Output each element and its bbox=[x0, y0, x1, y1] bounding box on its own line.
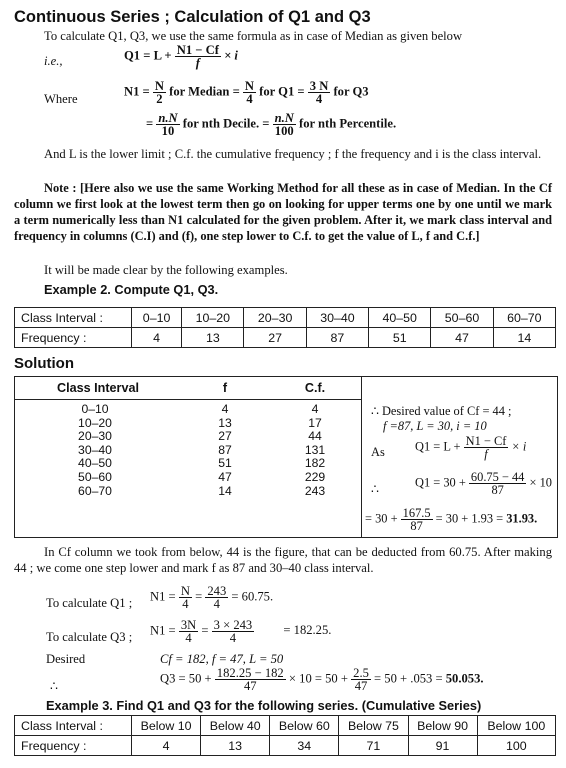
table-cell: 4 bbox=[132, 736, 201, 756]
therefore-symbol: ∴ bbox=[371, 482, 379, 496]
list-item: 182 bbox=[304, 456, 326, 471]
table-cell: Below 10 bbox=[132, 716, 201, 736]
list-item: 30–40 bbox=[78, 442, 112, 457]
header-class-interval: Class Interval bbox=[57, 381, 139, 395]
table-cell: 14 bbox=[493, 328, 555, 348]
row-label: Frequency : bbox=[15, 736, 132, 756]
q1-formula: Q1 = L + $\frac{N1 - Cf}{f}$ × i bbox=[415, 434, 527, 461]
example3-title: Example 3. Find Q1 and Q3 for the following series. (Cumulative Series) bbox=[46, 698, 482, 713]
table-cell: 71 bbox=[339, 736, 408, 756]
list-item: 4 bbox=[221, 402, 229, 416]
f-column bbox=[205, 403, 245, 498]
calc-q1-label: To calculate Q1 ; bbox=[46, 596, 133, 610]
table-cell: 40–50 bbox=[369, 308, 431, 328]
solution-box bbox=[14, 376, 558, 538]
divider bbox=[15, 399, 361, 400]
list-item: 50–60 bbox=[78, 469, 112, 484]
table-cell: Below 100 bbox=[477, 716, 555, 736]
table-cell: 91 bbox=[408, 736, 477, 756]
intro-text: To calculate Q1, Q3, we use the same formula as in case of Median as given below bbox=[44, 29, 463, 43]
table-cell: 0–10 bbox=[132, 308, 182, 328]
row-label: Class Interval : bbox=[15, 308, 132, 328]
list-item: 17 bbox=[308, 415, 322, 430]
header-cf: C.f. bbox=[304, 381, 326, 395]
table-cell: 30–40 bbox=[306, 308, 368, 328]
table-cell: 100 bbox=[477, 736, 555, 756]
ci-column bbox=[45, 403, 145, 498]
divider bbox=[361, 377, 362, 537]
list-item: 131 bbox=[304, 442, 326, 457]
calc-q3-label: To calculate Q3 ; bbox=[46, 630, 133, 644]
list-item: 13 bbox=[218, 415, 232, 430]
calc-q3-formula: N1 = $\frac{3N}{4}$ = $\frac{3 \times 243}{4}$ = 182.25. bbox=[150, 618, 332, 645]
list-item: 243 bbox=[304, 483, 326, 498]
table-cell: 20–30 bbox=[244, 308, 306, 328]
table-cell: 50–60 bbox=[431, 308, 493, 328]
example2-table bbox=[14, 307, 556, 348]
table-cell: 4 bbox=[132, 328, 182, 348]
calc-q1-formula: N1 = $\frac{N}{4}$ = $\frac{243}{4}$ = 60.75. bbox=[150, 584, 274, 611]
header-f: f bbox=[222, 381, 228, 395]
section-heading: Continuous Series ; Calculation of Q1 and Q3 bbox=[14, 8, 371, 26]
q1-substitution: Q1 = 30 + $\frac{60.75 - 44}{87}$ × 10 bbox=[415, 470, 552, 497]
q1-result: = 30 + $\frac{167.5}{87}$ = 30 + 1.93 = 31.93. bbox=[365, 506, 538, 533]
list-item: 40–50 bbox=[78, 456, 112, 471]
table-cell: 60–70 bbox=[493, 308, 555, 328]
list-item: 60–70 bbox=[78, 483, 112, 498]
list-item: 10–20 bbox=[78, 415, 112, 430]
cf-column bbox=[290, 403, 340, 498]
table-cell: 10–20 bbox=[182, 308, 244, 328]
as-label: As bbox=[371, 445, 385, 459]
note-text: Note : [Here also we use the same Working Method for all these as in case of Median. In the Cf column we first look at the lowest term then go on looking for upper terms one by one until we mark a term numerically less than N1 calculated for the given problem. After it, we mark class interval and frequency in columns (C.I) and (f), one step lower to C.f. to get the value of L, f and C.f.] bbox=[14, 181, 552, 243]
table-cell: 13 bbox=[182, 328, 244, 348]
list-item: 14 bbox=[218, 483, 232, 498]
list-item: 27 bbox=[218, 429, 232, 444]
table-cell: 47 bbox=[431, 328, 493, 348]
and-l-text: And L is the lower limit ; C.f. the cumulative frequency ; f the frequency and i is the class interval. bbox=[44, 147, 542, 161]
example2-title: Example 2. Compute Q1, Q3. bbox=[44, 282, 219, 297]
table-cell: 13 bbox=[201, 736, 270, 756]
row-label: Frequency : bbox=[15, 328, 132, 348]
table-cell: 51 bbox=[369, 328, 431, 348]
table-cell: Below 90 bbox=[408, 716, 477, 736]
table-row bbox=[15, 716, 556, 736]
final-therefore: ∴ bbox=[50, 679, 59, 693]
list-item: 4 bbox=[311, 402, 319, 416]
table-cell: 34 bbox=[270, 736, 339, 756]
table-cell: Below 60 bbox=[270, 716, 339, 736]
table-cell: 27 bbox=[244, 328, 306, 348]
decile-percentile: = $\frac{n.N}{10}$ for nth Decile. = $\frac{n.N}{100}$ for nth Percentile. bbox=[146, 111, 397, 138]
list-item: 47 bbox=[218, 469, 232, 484]
table-cell: Below 75 bbox=[339, 716, 408, 736]
cf-column-text: In Cf column we took from below, 44 is the figure, that can be deducted from 60.75. After making 44 ; we come one step lower and mark f as 87 and 30–40 class interval. bbox=[14, 545, 552, 575]
desired-values: Cf = 182, f = 47, L = 50 bbox=[160, 652, 284, 666]
row-label: Class Interval : bbox=[15, 716, 132, 736]
where-definitions: N1 = $\frac{N}{2}$ for Median = $\frac{N}{4}$ for Q1 = $\frac{3 N}{4}$ for Q3 bbox=[124, 79, 369, 106]
list-item: 51 bbox=[218, 456, 232, 471]
list-item: 44 bbox=[308, 429, 322, 444]
q3-final-formula: Q3 = 50 + $\frac{182.25 - 182}{47}$ × 10 = 50 + $\frac{2.5}{47}$ = 50 + .053 = 50.053. bbox=[160, 666, 484, 693]
desired-cf-text: ∴ Desired value of Cf = 44 ; bbox=[371, 404, 512, 418]
desired-label: Desired bbox=[46, 652, 86, 666]
list-item: 20–30 bbox=[78, 429, 112, 444]
list-item: 229 bbox=[304, 469, 326, 484]
table-cell: Below 40 bbox=[201, 716, 270, 736]
table-cell: 87 bbox=[306, 328, 368, 348]
desired-values-text: f =87, L = 30, i = 10 bbox=[383, 419, 487, 433]
solution-title: Solution bbox=[14, 355, 74, 372]
ie-label: i.e., bbox=[44, 54, 63, 68]
where-label: Where bbox=[44, 92, 78, 106]
table-row bbox=[15, 328, 556, 348]
list-item: 0–10 bbox=[81, 402, 109, 416]
list-item: 87 bbox=[218, 442, 232, 457]
table-row bbox=[15, 736, 556, 756]
table-row bbox=[15, 308, 556, 328]
example3-table bbox=[14, 715, 556, 756]
clear-text: It will be made clear by the following examples. bbox=[44, 263, 288, 277]
formula-q1: Q1 = L + $\frac{N1 - Cf}{f}$ × i bbox=[124, 43, 238, 70]
